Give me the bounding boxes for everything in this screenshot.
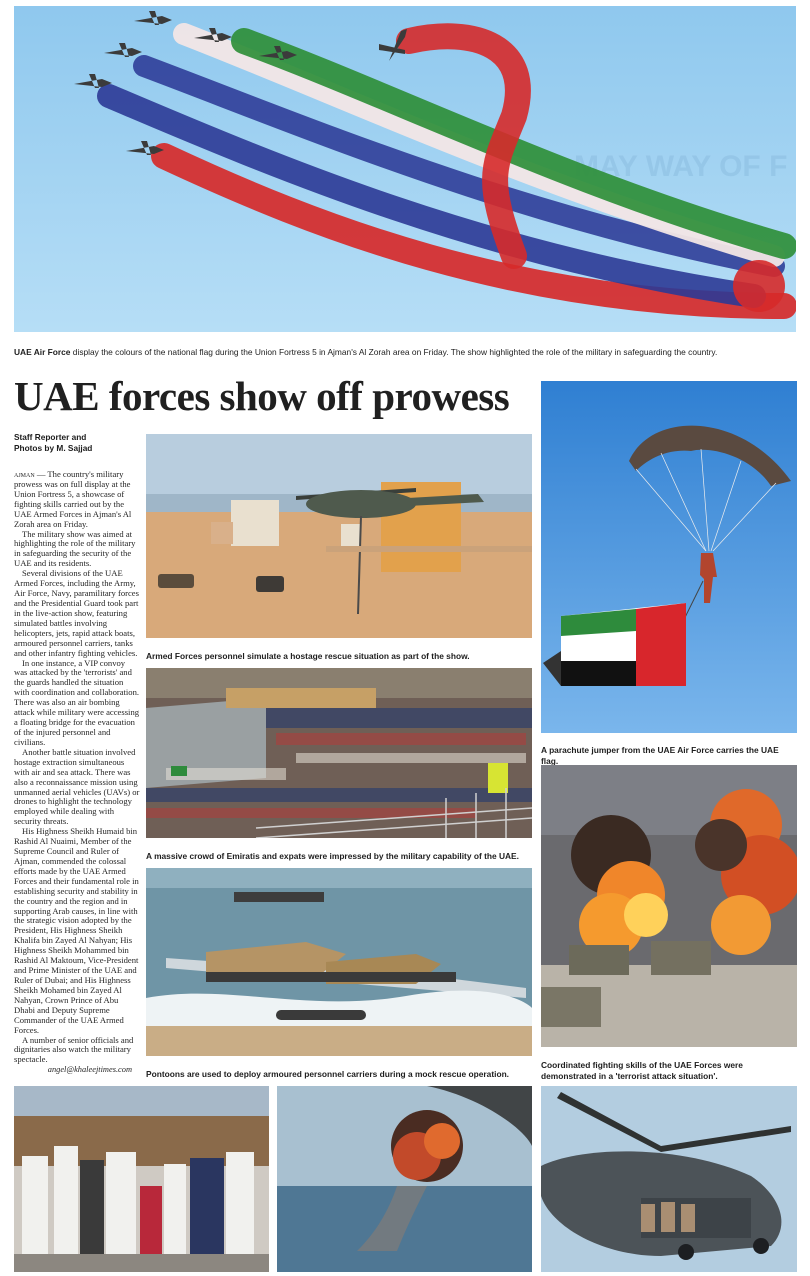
caption-text: display the colours of the national flag during the Union Fortress 5 in Ajman's Al Zorah area on Friday. The show highlighted the role of the military in safeguarding the country. [70,347,718,357]
top-photo-caption [14,347,796,358]
article-paragraph: ajman — The country's military prowess was on full display at the Union Fortress 5, a showcase of fighting skills carried out by the UAE Armed Forces in Ajman's Al Zorah area on Friday. [14,469,132,529]
svg-text:MAY WAY OF F: MAY WAY OF F [574,150,788,183]
article-paragraph: In one instance, a VIP convoy was attacked by the 'terrorists' and the guards handled the situation with coordination and collaboration. There was also an air bombing attack while military were accessing a floating bridge for the evacuation of the injured personnel and civilians. [14,657,140,747]
parachute-photo [541,381,797,733]
article-body [14,470,140,1065]
explosion-caption: Coordinated fighting skills of the UAE Forces were demonstrated in a 'terrorist attack situation'. [541,1060,743,1081]
article-paragraph: Another battle situation involved hostage extraction simultaneous with air and sea attack. There was also a reconnaissance mission using unmanned aerial vehicles (UAVs) or drones to highlight the technology employed while dealing with security threats. [14,746,140,827]
caption-lead: UAE Air Force [14,347,71,357]
article-paragraph: Several divisions of the UAE Armed Forces, including the Army, Air Force, Navy, paramilitary forces and the Presidential Guard took part in the live-action show, featuring simulated battles involving helicopters, jets, rapid attack boats, armoured personnel carriers, tanks and other infantry fighting vehicles. [14,568,139,658]
article-paragraph: His Highness Sheikh Humaid bin Rashid Al Nuaimi, Member of the Supreme Council and Ruler of Ajman, commended the colossal efforts made by the UAE Armed Forces and their fundamental role in establishing security and stability in the country and the region and in supporting Arab causes, in line with the strategic vision adopted by the President, His Highness Sheikh Khalifa bin Zayed Al Nahyan; His Highness Sheikh Mohammed bin Rashid Al Maktoum, Vice-President and Prime Minister of the UAE and Ruler of Dubai; and His Highness Sheikh Mohamed bin Zayed Al Nahyan, Crown Prince of Abu Dhabi and Deputy Supreme Commander of the UAE Armed Forces. [14,826,139,1035]
article-paragraph: A number of senior officials and dignitaries also watch the military spectacle. [14,1034,134,1065]
pontoons-caption: Pontoons are used to deploy armoured personnel carriers during a mock rescue operation. [146,1069,510,1079]
headline: UAE forces show off prowess [14,373,510,419]
article-paragraph: The military show was aimed at highlighting the role of the military in safeguarding the security of the UAE and its residents. [14,528,136,569]
parachute-caption: A parachute jumper from the UAE Air Force carries the UAE flag. [541,745,779,766]
hostage-caption: Armed Forces personnel simulate a hostage rescue situation as part of the show. [146,651,470,661]
sea-explosion-photo [277,1086,532,1272]
officials-photo [14,1086,269,1272]
byline-line-1: Staff Reporter and [14,432,87,442]
crowd-photo [146,668,532,838]
byline [14,432,140,454]
helicopter-photo [541,1086,797,1272]
hostage-rescue-photo [146,434,532,638]
explosion-photo [541,765,797,1047]
byline-line-2: Photos by M. Sajjad [14,442,93,453]
author-email: angel@khaleejtimes.com [47,1065,132,1074]
crowd-caption: A massive crowd of Emiratis and expats were impressed by the military capability of the UAE. [146,851,519,861]
air-show-photo [14,6,796,332]
dateline: ajman [14,469,35,479]
pontoons-photo [146,868,532,1056]
